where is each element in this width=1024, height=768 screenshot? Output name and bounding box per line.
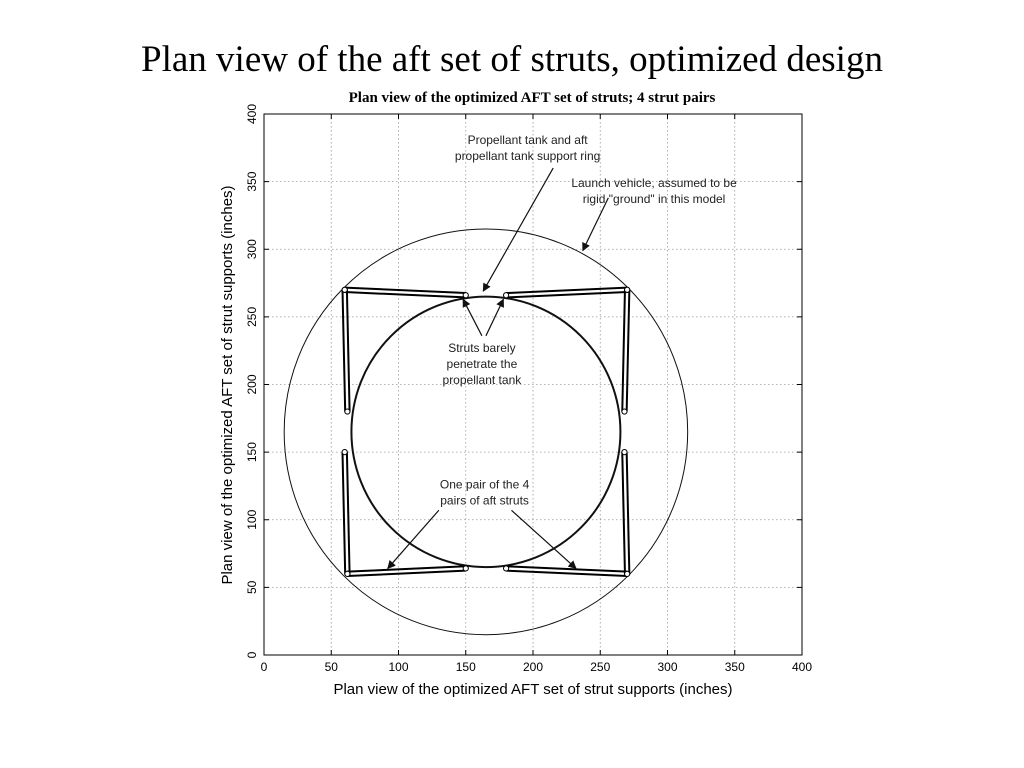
strut-edge bbox=[622, 452, 625, 574]
strut bbox=[342, 450, 350, 577]
annotation bbox=[388, 478, 576, 569]
y-tick-label: 100 bbox=[245, 509, 259, 530]
annotation-line: Propellant tank and aft bbox=[467, 132, 588, 147]
x-tick-label: 0 bbox=[260, 660, 268, 674]
annotation-arrow bbox=[388, 510, 439, 568]
strut-edge bbox=[347, 290, 350, 412]
x-tick-label: 150 bbox=[455, 660, 476, 674]
propellant-tank-circle bbox=[351, 297, 620, 568]
x-tick-label: 100 bbox=[388, 660, 409, 674]
strut-end bbox=[625, 571, 630, 576]
strut bbox=[504, 287, 630, 298]
strut-end bbox=[345, 571, 350, 576]
y-tick-label: 150 bbox=[245, 442, 259, 463]
annotation-line: One pair of the 4 bbox=[439, 477, 530, 492]
y-tick-label: 250 bbox=[245, 306, 259, 327]
annotation-arrow bbox=[486, 299, 503, 336]
x-axis-label: Plan view of the optimized AFT set of strut supports (inches) bbox=[333, 681, 733, 698]
annotation-line: propellant tank bbox=[442, 373, 522, 388]
strut-end bbox=[463, 293, 468, 298]
strut-edge bbox=[622, 290, 625, 412]
strut-end bbox=[342, 287, 347, 292]
annotation-line: Struts barely bbox=[448, 341, 516, 356]
series-layer bbox=[284, 229, 688, 635]
strut bbox=[622, 450, 630, 577]
annotation-arrow bbox=[483, 168, 553, 291]
annotation-line: propellant tank support ring bbox=[454, 148, 601, 163]
strut bbox=[342, 287, 350, 414]
x-tick-label: 50 bbox=[324, 660, 338, 674]
x-tick-label: 350 bbox=[724, 660, 745, 674]
strut bbox=[504, 566, 630, 577]
strut-edge bbox=[627, 452, 630, 574]
y-tick-label: 400 bbox=[245, 103, 259, 125]
strut bbox=[622, 287, 630, 414]
strut-end bbox=[625, 287, 630, 292]
x-tick-label: 400 bbox=[791, 660, 813, 674]
annotations bbox=[388, 133, 737, 569]
annotation-text bbox=[571, 176, 737, 206]
strut bbox=[342, 287, 468, 298]
annotation-line: Launch vehicle, assumed to be bbox=[571, 176, 737, 191]
annotation-line: pairs of aft struts bbox=[440, 493, 529, 508]
annotation-text bbox=[443, 341, 523, 387]
strut-end bbox=[622, 409, 627, 414]
y-tick-label: 300 bbox=[245, 239, 259, 260]
strut-end bbox=[342, 450, 347, 455]
y-tick-label: 0 bbox=[245, 651, 259, 659]
strut-edge bbox=[347, 452, 350, 574]
strut-edge bbox=[343, 290, 346, 412]
strut-edge bbox=[343, 452, 346, 574]
y-tick-label: 50 bbox=[245, 580, 259, 595]
y-tick-label: 350 bbox=[245, 171, 259, 192]
x-tick-label: 300 bbox=[657, 660, 678, 674]
y-tick-label: 200 bbox=[245, 374, 259, 395]
strut-end bbox=[504, 293, 509, 298]
strut-end bbox=[345, 409, 350, 414]
x-tick-label: 250 bbox=[590, 660, 611, 674]
chart-title: Plan view of the optimized AFT set of struts; 4 strut pairs bbox=[348, 90, 716, 106]
annotation bbox=[455, 133, 600, 291]
x-tick-label: 200 bbox=[522, 660, 544, 674]
strut-end bbox=[622, 450, 627, 455]
strut-end bbox=[504, 566, 509, 571]
annotation-line: rigid "ground" in this model bbox=[582, 192, 726, 207]
annotation-line: penetrate the bbox=[446, 357, 518, 372]
strut-end bbox=[463, 566, 468, 571]
annotation bbox=[571, 176, 737, 251]
annotation bbox=[443, 299, 523, 387]
annotation-text bbox=[440, 478, 530, 508]
y-axis-label: Plan view of the optimized AFT set of strut supports (inches) bbox=[219, 185, 236, 585]
strut-edge bbox=[627, 290, 630, 412]
slide-title: Plan view of the aft set of struts, optimized design bbox=[141, 39, 883, 80]
strut bbox=[345, 566, 469, 577]
annotation-text bbox=[455, 133, 600, 163]
